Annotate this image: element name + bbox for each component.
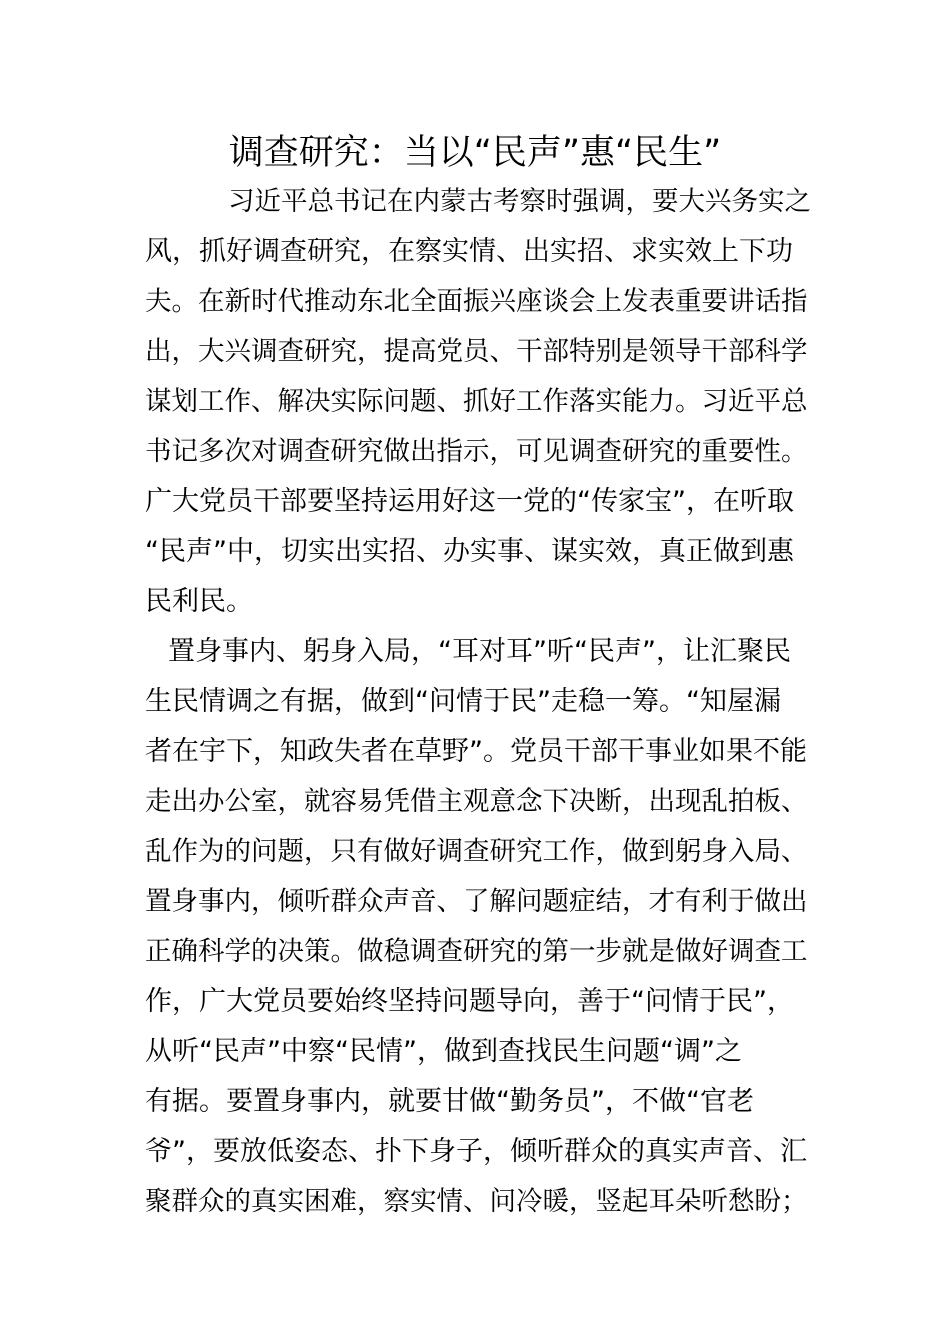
paragraph-line: 习近平总书记在内蒙古考察时强调，要大兴务实之 [228, 186, 811, 217]
paragraph-line: “民声”中，切实出实招、办实事、谋实效，真正做到惠 [145, 536, 794, 567]
paragraph-line: 作，广大党员要始终坚持问题导向，善于“问情于民”， [145, 986, 794, 1017]
paragraph-line: 者在宇下，知政失者在草野”。党员干部干事业如果不能 [145, 736, 807, 767]
paragraph-line: 置身事内，倾听群众声音、了解问题症结，才有利于做出 [145, 886, 808, 917]
paragraph-line: 爷”，要放低姿态、扑下身子，倾听群众的真实声音、汇 [145, 1136, 807, 1167]
paragraph-line: 出，大兴调查研究，提高党员、干部特别是领导干部科学 [145, 336, 808, 367]
paragraph-line: 置身事内、躬身入局，“耳对耳”听“民声”，让汇聚民 [168, 636, 791, 667]
paragraph-line: 书记多次对调查研究做出指示，可见调查研究的重要性。 [145, 436, 808, 467]
document-title: 调查研究：当以“民声”惠“民生” [228, 133, 722, 173]
paragraph-line: 夫。在新时代推动东北全面振兴座谈会上发表重要讲话指 [145, 286, 808, 317]
paragraph-line: 谋划工作、解决实际问题、抓好工作落实能力。习近平总 [145, 386, 808, 417]
paragraph-line: 风，抓好调查研究，在察实情、出实招、求实效上下功 [145, 236, 793, 267]
paragraph-line: 聚群众的真实困难，察实情、问冷暖，竖起耳朵听愁盼； [145, 1186, 808, 1217]
paragraph-line: 生民情调之有据，做到“问情于民”走稳一筹。“知屋漏 [145, 686, 781, 717]
paragraph-line: 正确科学的决策。做稳调查研究的第一步就是做好调查工 [145, 936, 808, 967]
paragraph-line: 乱作为的问题，只有做好调查研究工作，做到躬身入局、 [145, 836, 808, 867]
paragraph-line: 广大党员干部要坚持运用好这一党的“传家宝”，在听取 [145, 486, 794, 517]
paragraph-line: 走出办公室，就容易凭借主观意念下决断，出现乱拍板、 [145, 786, 808, 817]
paragraph-line: 有据。要置身事内，就要甘做“勤务员”，不做“官老 [145, 1086, 754, 1117]
paragraph-line: 民利民。 [145, 586, 253, 617]
paragraph-line: 从听“民声”中察“民情”，做到查找民生问题“调”之 [145, 1036, 742, 1067]
